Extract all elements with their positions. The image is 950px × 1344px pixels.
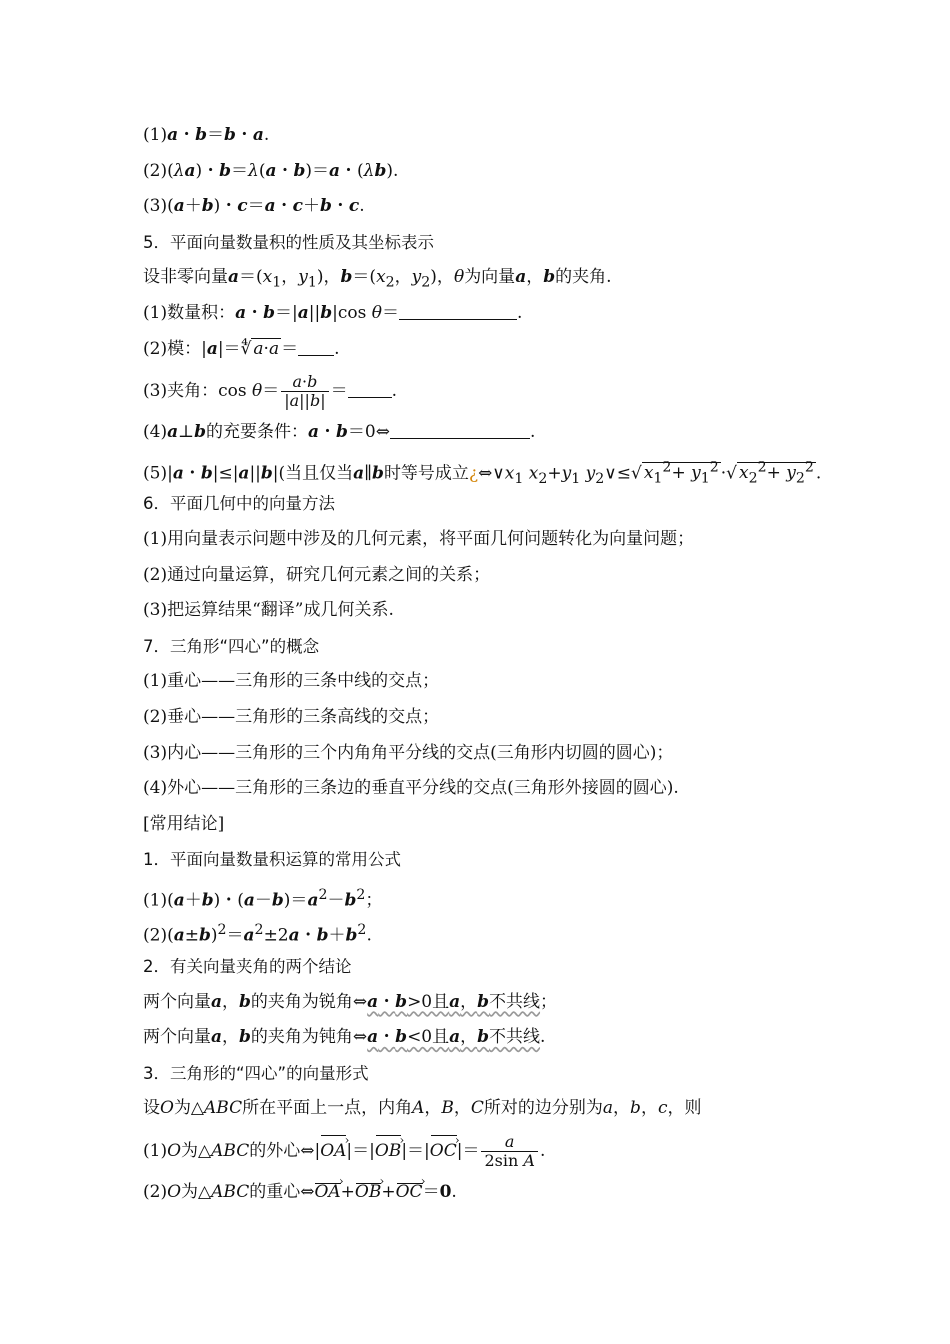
text-line: (3)内心——三角形的三个内角角平分线的交点(三角形内切圆的圆心)； xyxy=(143,742,674,763)
text-line: (1)a・b＝b・a. xyxy=(143,125,270,145)
text-line: (2)模：|a|＝∜ a·a ＝ . xyxy=(143,338,340,359)
text-line: (5)|a・b|≤|a||b|(当且仅当a∥b时等号成立¿$\Leftrightarrow\vee x_1$ $x_2+y_1$ $y_2\vee\le√$ $x_1^2+ y_1^2$ ·√ $x_2^2+ y_2^2$ . xyxy=(143,459,822,487)
text-line: (1)用向量表示问题中涉及的几何元素，将平面几何问题转化为向量问题； xyxy=(143,528,695,549)
section-heading: 7．三角形“四心”的概念 xyxy=(143,636,320,656)
fraction: $\frac{a}{\text{2sin A}}$ xyxy=(481,1133,537,1170)
text-line: (1)O为△ABC的外心⇔|› OA|＝|› OB|＝|› OC|＝ $\frac{a}{\text{2sin A}}$ . xyxy=(143,1127,843,1175)
text-line: 设O为△ABC所在平面上一点，内角A，B，C所对的边分别为a，b，c，则 xyxy=(143,1098,702,1119)
text-line: (2)O为△ABC的重心⇔› OA+› OB+› OC＝0. xyxy=(143,1175,843,1211)
text-line: (2)通过向量运算，研究几何元素之间的关系； xyxy=(143,564,491,585)
text-line: (1)重心——三角形的三条中线的交点； xyxy=(143,671,440,692)
section-heading: 6．平面几何中的向量方法 xyxy=(143,494,335,514)
document-page xyxy=(143,118,843,1211)
section-heading: 2．有关向量夹角的两个结论 xyxy=(143,957,352,977)
text-line: (3)把运算结果“翻译”成几何关系. xyxy=(143,600,394,621)
section-heading: 1．平面向量数量积运算的常用公式 xyxy=(143,850,401,870)
text-line: (2)(λa)・b＝λ(a・b)＝a・(λb). xyxy=(143,160,399,181)
text-line: (3)夹角：cos θ＝ $\frac{a\cdot b}{|a||b|}$ ＝ . xyxy=(143,372,397,411)
text-line: (4)a⊥b的充要条件：a・b＝0⇔ . xyxy=(143,422,536,443)
text-line: $(2)(a\pm b)^2=a^2\pm 2a$・$b+b^2$. xyxy=(143,922,372,947)
section-heading: 5．平面向量数量积的性质及其坐标表示 xyxy=(143,232,434,252)
text-line: (1)数量积：a・b＝|a||b|cos θ＝ . xyxy=(143,302,523,323)
text-line: 设非零向量$a=(x_1$，$y_1$)，$b=(x_2$，$y_2$)，θ为向量a，b的夹角. xyxy=(143,267,612,291)
text-line: (2)垂心——三角形的三条高线的交点； xyxy=(143,706,440,727)
text-line: (1)(a＋b)・$(a-b)=a^2-b^2$； xyxy=(143,886,383,911)
fraction: $\frac{a\cdot b}{|a||b|}$ xyxy=(281,373,328,410)
text-line: (4)外心——三角形的三条边的垂直平分线的交点(三角形外接圆的圆心). xyxy=(143,778,679,799)
section-label: [常用结论] xyxy=(143,813,225,834)
text-line: (3)(a＋b)・c＝a・c＋b・c. xyxy=(143,196,365,217)
section-heading: 3．三角形的“四心”的向量形式 xyxy=(143,1063,369,1083)
text-line: 两个向量a，b的夹角为锐角⇔a・b>0且a，b不共线； xyxy=(143,991,558,1012)
text-line: 两个向量a，b的夹角为钝角⇔a・b<0且a，b不共线. xyxy=(143,1027,546,1048)
